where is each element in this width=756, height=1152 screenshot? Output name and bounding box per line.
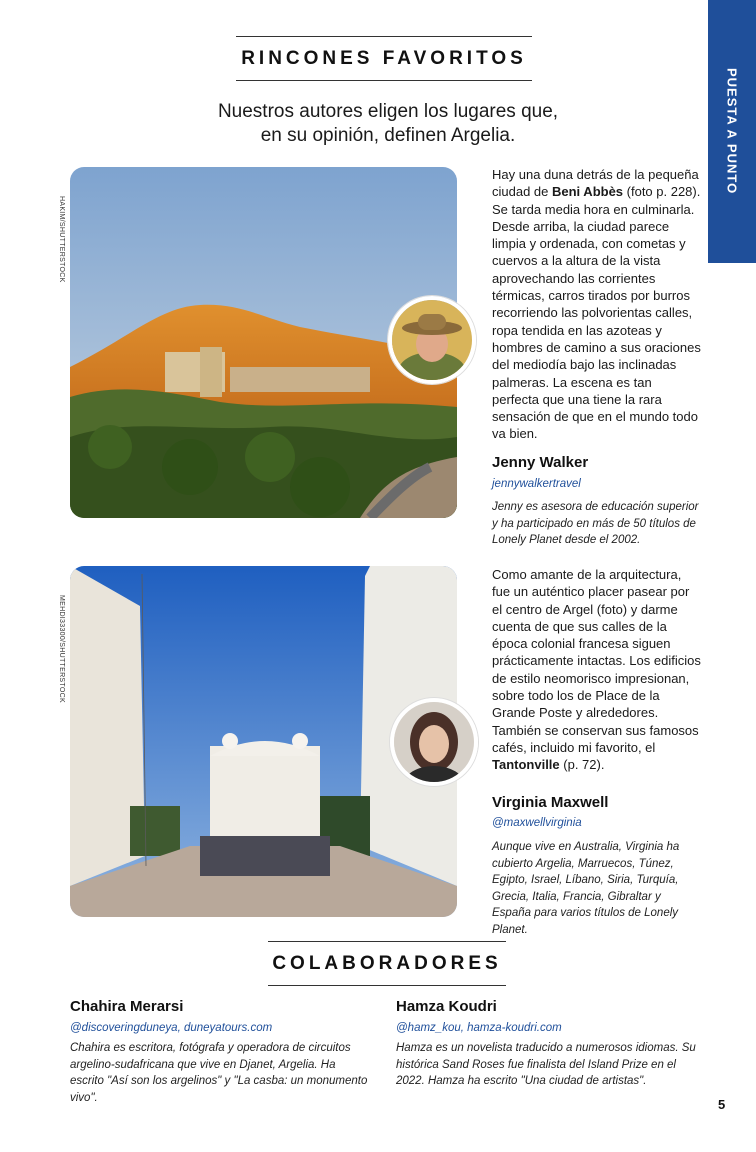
virginia-maxwell-avatar	[390, 698, 478, 786]
page-subtitle	[160, 100, 616, 148]
jenny-walker-avatar	[388, 296, 476, 384]
contributor-card	[396, 998, 696, 1090]
contributor-name: Hamza Koudri	[396, 998, 497, 1015]
body-text-part: (p. 72).	[559, 757, 605, 773]
author-bio: Jenny es asesora de educación superior y ha participado en más de 50 títulos de Lonely Planet desde el 2002.	[492, 501, 699, 546]
body-text-part: Hay una duna detrás de la pequeña ciudad de	[492, 167, 699, 200]
section-side-tab	[708, 0, 756, 263]
contributor-handle[interactable]: @hamz_kou, hamza-koudri.com	[396, 1022, 562, 1034]
page-number: 5	[718, 1097, 726, 1112]
favorites-heading	[236, 36, 532, 81]
heading-bottom-rule	[268, 985, 506, 986]
author-name: Virginia Maxwell	[492, 794, 609, 811]
contributors-heading	[268, 941, 506, 986]
side-tab-label: PUESTA A PUNTO	[724, 68, 740, 195]
beni-abbes-text	[492, 166, 702, 443]
photo-credit: HAKIM/SHUTTERSTOCK	[58, 196, 65, 283]
photo-credit: MEHDI33300/SHUTTERSTOCK	[58, 595, 65, 703]
body-text-part: Como amante de la arquitectura, fue un auténtico placer pasear por el centro de Argel (foto) y darme cuenta de que sus calles de la época colonial francesa siguen prácticamente intactas. Los edificios de estilo neomorisco impresionan, sobre todo los de Place de la Grande Poste y alrededores. También se conservan sus famosos cafés, incluido mi favorito, el	[492, 567, 701, 755]
author-bio: Aunque vive en Australia, Virginia ha cubierto Argelia, Marruecos, Túnez, Egipto, Israel, Líbano, Siria, Turquía, Grecia, Italia, Francia, Gibraltar y España para varios títulos de Lonely Planet.	[492, 841, 680, 936]
contributors-title: COLABORADORES	[272, 953, 502, 974]
author-name: Jenny Walker	[492, 454, 589, 471]
subtitle-line-2: en su opinión, definen Argelia.	[260, 125, 516, 146]
contributor-bio: Hamza es un novelista traducido a numerosos idiomas. Su histórica Sand Roses fue finalista del Island Prize en el 2022. Hamza ha escrito "Una ciudad de artistas".	[396, 1042, 696, 1087]
subtitle-line-1: Nuestros autores eligen los lugares que,	[217, 101, 559, 122]
contributor-handle[interactable]: @discoveringduneya, duneyatours.com	[70, 1022, 273, 1034]
algiers-text	[492, 566, 702, 774]
contributor-bio: Chahira es escritora, fotógrafa y operadora de circuitos argelino-sudafricana que vive en Djanet, Argelia. Ha escrito "Así son los argelinos" y "La casba: un monumento vivo".	[70, 1042, 368, 1104]
contributor-name: Chahira Merarsi	[70, 998, 184, 1015]
author-handle[interactable]: jennywalkertravel	[492, 478, 581, 490]
body-text-part: (foto p. 228). Se tarda media hora en culminarla. Desde arriba, la ciudad parece limpia y ordenada, con cometas y cuervos a la altura de la vista aprovechando las corrientes térmicas, carros tirados por burros recorriendo las polvorientas calles, ropa tendida en las azoteas y hombres de camino a sus oraciones del mediodía bajo las inclinadas palmeras. La escena es tan perfecta que una tiene la rara sensación de que en el mundo todo va bien.	[492, 184, 701, 442]
place-name: Beni Abbès	[552, 184, 624, 200]
page-title: RINCONES FAVORITOS	[241, 48, 527, 69]
author-handle[interactable]: @maxwellvirginia	[492, 817, 582, 829]
place-name: Tantonville	[492, 757, 560, 773]
contributor-card	[70, 998, 370, 1106]
heading-bottom-rule	[236, 80, 532, 81]
